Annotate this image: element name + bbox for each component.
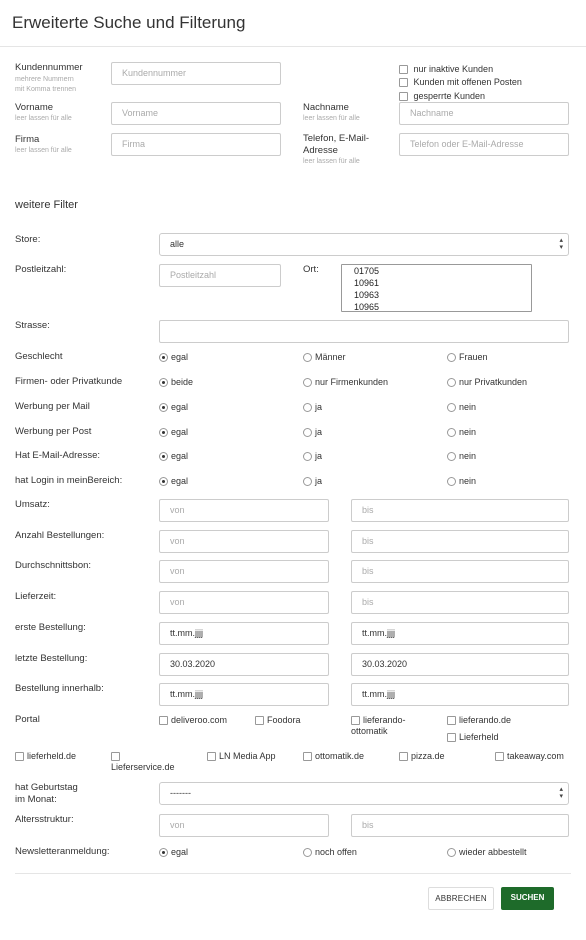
age-structure-label: Altersstruktur:	[15, 814, 74, 825]
cancel-button[interactable]: ABBRECHEN	[428, 887, 494, 910]
portal-checkbox-ottomatik[interactable]	[303, 751, 364, 762]
portal-name: Lieferheld	[459, 732, 499, 743]
range-to-input[interactable]: 30.03.2020	[351, 653, 569, 676]
contact-label-2: Adresse	[303, 145, 338, 156]
city-option[interactable]: 01705	[354, 266, 380, 276]
radio-button[interactable]	[159, 848, 168, 857]
range-to-input[interactable]: bis	[351, 530, 569, 553]
city-label: Ort:	[303, 264, 319, 275]
radio-button[interactable]	[447, 353, 456, 362]
select-arrows-icon: ▴ ▾	[559, 786, 563, 800]
radio-label: nein	[459, 427, 477, 438]
radio-button[interactable]	[303, 848, 312, 857]
portal-label: Portal	[15, 714, 40, 725]
radio-option[interactable]	[303, 402, 322, 413]
radio-button[interactable]	[159, 353, 168, 362]
contact-input[interactable]: Telefon oder E-Mail-Adresse	[399, 133, 569, 156]
radio-button[interactable]	[447, 848, 456, 857]
radio-option[interactable]	[303, 427, 322, 438]
radio-label: noch offen	[315, 847, 357, 858]
radio-group-label: Firmen- oder Privatkunde	[15, 376, 123, 387]
street-label: Strasse:	[15, 320, 50, 331]
portal-checkbox-lieferheld-de[interactable]	[15, 751, 76, 762]
radio-button[interactable]	[303, 452, 312, 461]
portal-name: pizza.de	[411, 751, 445, 762]
radio-option[interactable]	[159, 476, 188, 487]
further-filters-title: weitere Filter	[15, 199, 78, 211]
street-input[interactable]	[159, 320, 569, 343]
radio-button[interactable]	[159, 477, 168, 486]
portal-checkbox-lieferservice[interactable]	[111, 751, 175, 773]
contact-label: Telefon, E-Mail-	[303, 133, 369, 144]
radio-button[interactable]	[303, 353, 312, 362]
checkbox-box[interactable]	[399, 65, 408, 74]
radio-group-label: hat Login in meinBereich:	[15, 475, 123, 486]
radio-group-label: Hat E-Mail-Adresse:	[15, 450, 100, 461]
city-listbox[interactable]	[341, 264, 532, 312]
company-input[interactable]: Firma	[111, 133, 281, 156]
radio-option[interactable]	[159, 352, 188, 363]
modal-title: Erweiterte Suche und Filterung	[12, 13, 246, 32]
newsletter-option-egal[interactable]	[159, 847, 188, 858]
store-select-value: alle	[170, 239, 185, 249]
newsletter-option-unsubscribed[interactable]	[447, 847, 527, 858]
checkbox-box[interactable]	[15, 752, 24, 761]
radio-group-label: Werbung per Post	[15, 426, 92, 437]
first-name-hint: leer lassen für alle	[15, 115, 72, 122]
portal-name: Foodora	[267, 715, 301, 726]
radio-group-label: Werbung per Mail	[15, 401, 90, 412]
checkbox-box[interactable]	[399, 752, 408, 761]
radio-option[interactable]	[447, 352, 488, 363]
range-from-input[interactable]: von	[159, 560, 329, 583]
portal-checkbox-ln-media-app[interactable]	[207, 751, 276, 762]
range-label: Anzahl Bestellungen:	[15, 530, 105, 541]
checkbox-box[interactable]	[399, 78, 408, 87]
checkbox-inactive-customers[interactable]	[399, 64, 493, 75]
postal-code-input[interactable]: Postleitzahl	[159, 264, 281, 287]
radio-label: egal	[171, 352, 189, 363]
portal-name: LN Media App	[219, 751, 276, 762]
checkbox-box[interactable]	[495, 752, 504, 761]
range-to-input[interactable]: bis	[351, 591, 569, 614]
range-label: Durchschnittsbon:	[15, 560, 92, 571]
checkbox-open-items[interactable]	[399, 77, 522, 88]
checkbox-box[interactable]	[255, 716, 264, 725]
radio-label: nur Firmenkunden	[315, 377, 389, 388]
portal-name: Lieferservice.de	[111, 762, 175, 772]
checkbox-box[interactable]	[399, 92, 408, 101]
radio-label: nein	[459, 451, 477, 462]
radio-label: wieder abbestellt	[459, 847, 527, 858]
radio-button[interactable]	[303, 428, 312, 437]
birthday-month-value: -------	[170, 788, 191, 798]
footer-divider	[15, 873, 571, 874]
radio-option[interactable]	[447, 427, 476, 438]
portal-name: ottomatik.de	[315, 751, 365, 762]
range-from-input[interactable]: tt.mm.jjjj	[159, 683, 329, 706]
radio-button[interactable]	[303, 403, 312, 412]
portal-checkbox-takeaway[interactable]	[495, 751, 564, 762]
customer-number-hint: mehrere Nummern	[15, 76, 74, 83]
portal-name: deliveroo.com	[171, 715, 228, 726]
portal-checkbox-foodora[interactable]	[255, 715, 301, 726]
age-to-input[interactable]: bis	[351, 814, 569, 837]
range-label: erste Bestellung:	[15, 622, 86, 633]
last-name-hint: leer lassen für alle	[303, 115, 360, 122]
checkbox-label: gesperrte Kunden	[413, 91, 486, 102]
portal-name: lieferando-ottomatik	[351, 715, 406, 737]
radio-label: Männer	[315, 352, 346, 363]
range-to-input[interactable]: bis	[351, 499, 569, 522]
radio-option[interactable]	[447, 377, 527, 388]
portal-checkbox-lieferando-ottomatik[interactable]	[351, 715, 421, 737]
radio-label: nein	[459, 476, 477, 487]
radio-button[interactable]	[159, 452, 168, 461]
first-name-label: Vorname	[15, 102, 54, 113]
radio-option[interactable]	[159, 451, 188, 462]
radio-option[interactable]	[447, 476, 476, 487]
radio-button[interactable]	[303, 378, 312, 387]
contact-hint: leer lassen für alle	[303, 158, 360, 165]
company-label: Firma	[15, 134, 40, 145]
checkbox-label: Kunden mit offenen Posten	[413, 77, 522, 88]
radio-option[interactable]	[303, 352, 346, 363]
radio-button[interactable]	[159, 403, 168, 412]
search-button[interactable]: SUCHEN	[501, 887, 554, 910]
radio-label: egal	[171, 847, 189, 858]
store-select[interactable]	[159, 233, 569, 256]
radio-option[interactable]	[447, 451, 476, 462]
portal-checkbox-deliveroo[interactable]	[159, 715, 227, 726]
radio-label: egal	[171, 476, 189, 487]
radio-group-label: Geschlecht	[15, 351, 63, 362]
radio-label: Frauen	[459, 352, 488, 363]
first-name-input[interactable]: Vorname	[111, 102, 281, 125]
radio-button[interactable]	[447, 428, 456, 437]
range-from-input[interactable]: 30.03.2020	[159, 653, 329, 676]
select-arrows-icon: ▴ ▾	[559, 237, 563, 251]
checkbox-box[interactable]	[447, 733, 456, 742]
radio-option[interactable]	[303, 377, 388, 388]
radio-button[interactable]	[447, 378, 456, 387]
city-option[interactable]: 10965	[354, 302, 380, 312]
range-label: letzte Bestellung:	[15, 653, 88, 664]
customer-number-label: Kundennummer	[15, 62, 83, 73]
radio-button[interactable]	[303, 477, 312, 486]
range-label: Lieferzeit:	[15, 591, 57, 602]
range-to-input[interactable]: tt.mm.jjjj	[351, 683, 569, 706]
radio-label: egal	[171, 427, 189, 438]
radio-label: egal	[171, 402, 189, 413]
radio-option[interactable]	[159, 377, 193, 388]
company-hint: leer lassen für alle	[15, 147, 72, 154]
radio-label: nur Privatkunden	[459, 377, 528, 388]
radio-label: ja	[315, 476, 323, 487]
radio-label: nein	[459, 402, 477, 413]
checkbox-box[interactable]	[303, 752, 312, 761]
age-from-input[interactable]: von	[159, 814, 329, 837]
radio-button[interactable]	[447, 477, 456, 486]
newsletter-label: Newsletteranmeldung:	[15, 846, 110, 857]
radio-label: egal	[171, 451, 189, 462]
portal-checkbox-lieferheld[interactable]	[447, 732, 499, 743]
range-to-input[interactable]: tt.mm.jjjj	[351, 622, 569, 645]
range-from-input[interactable]: von	[159, 591, 329, 614]
radio-button[interactable]	[447, 403, 456, 412]
portal-name: lieferheld.de	[27, 751, 77, 762]
checkbox-box[interactable]	[351, 716, 360, 725]
range-from-input[interactable]: von	[159, 530, 329, 553]
radio-label: ja	[315, 427, 323, 438]
radio-option[interactable]	[303, 451, 322, 462]
city-option[interactable]: 10961	[354, 278, 380, 288]
range-label: Bestellung innerhalb:	[15, 683, 104, 694]
portal-checkbox-lieferando[interactable]	[447, 715, 511, 726]
birthday-month-label: hat Geburtstag	[15, 782, 78, 793]
birthday-month-select[interactable]	[159, 782, 569, 805]
customer-number-hint-2: mit Komma trennen	[15, 86, 77, 93]
range-to-input[interactable]: bis	[351, 560, 569, 583]
radio-option[interactable]	[447, 402, 476, 413]
checkbox-blocked-customers[interactable]	[399, 91, 485, 102]
radio-label: ja	[315, 402, 323, 413]
store-label: Store:	[15, 234, 41, 245]
postal-code-label: Postleitzahl:	[15, 264, 67, 275]
checkbox-label: nur inaktive Kunden	[413, 64, 494, 75]
radio-option[interactable]	[159, 402, 188, 413]
last-name-input[interactable]: Nachname	[399, 102, 569, 125]
city-option[interactable]: 10963	[354, 290, 380, 300]
portal-name: takeaway.com	[507, 751, 564, 762]
range-from-input[interactable]: von	[159, 499, 329, 522]
last-name-label: Nachname	[303, 102, 349, 113]
portal-name: lieferando.de	[459, 715, 512, 726]
radio-option[interactable]	[159, 427, 188, 438]
radio-button[interactable]	[159, 428, 168, 437]
radio-option[interactable]	[303, 476, 322, 487]
newsletter-option-pending[interactable]	[303, 847, 357, 858]
radio-label: ja	[315, 451, 323, 462]
birthday-month-label-2: im Monat:	[15, 794, 57, 805]
checkbox-box[interactable]	[159, 716, 168, 725]
radio-button[interactable]	[159, 378, 168, 387]
checkbox-box[interactable]	[447, 716, 456, 725]
customer-number-input[interactable]: Kundennummer	[111, 62, 281, 85]
checkbox-box[interactable]	[207, 752, 216, 761]
range-label: Umsatz:	[15, 499, 50, 510]
range-from-input[interactable]: tt.mm.jjjj	[159, 622, 329, 645]
header-divider	[0, 46, 586, 47]
radio-button[interactable]	[447, 452, 456, 461]
checkbox-box[interactable]	[111, 752, 120, 761]
radio-label: beide	[171, 377, 194, 388]
portal-checkbox-pizza[interactable]	[399, 751, 445, 762]
